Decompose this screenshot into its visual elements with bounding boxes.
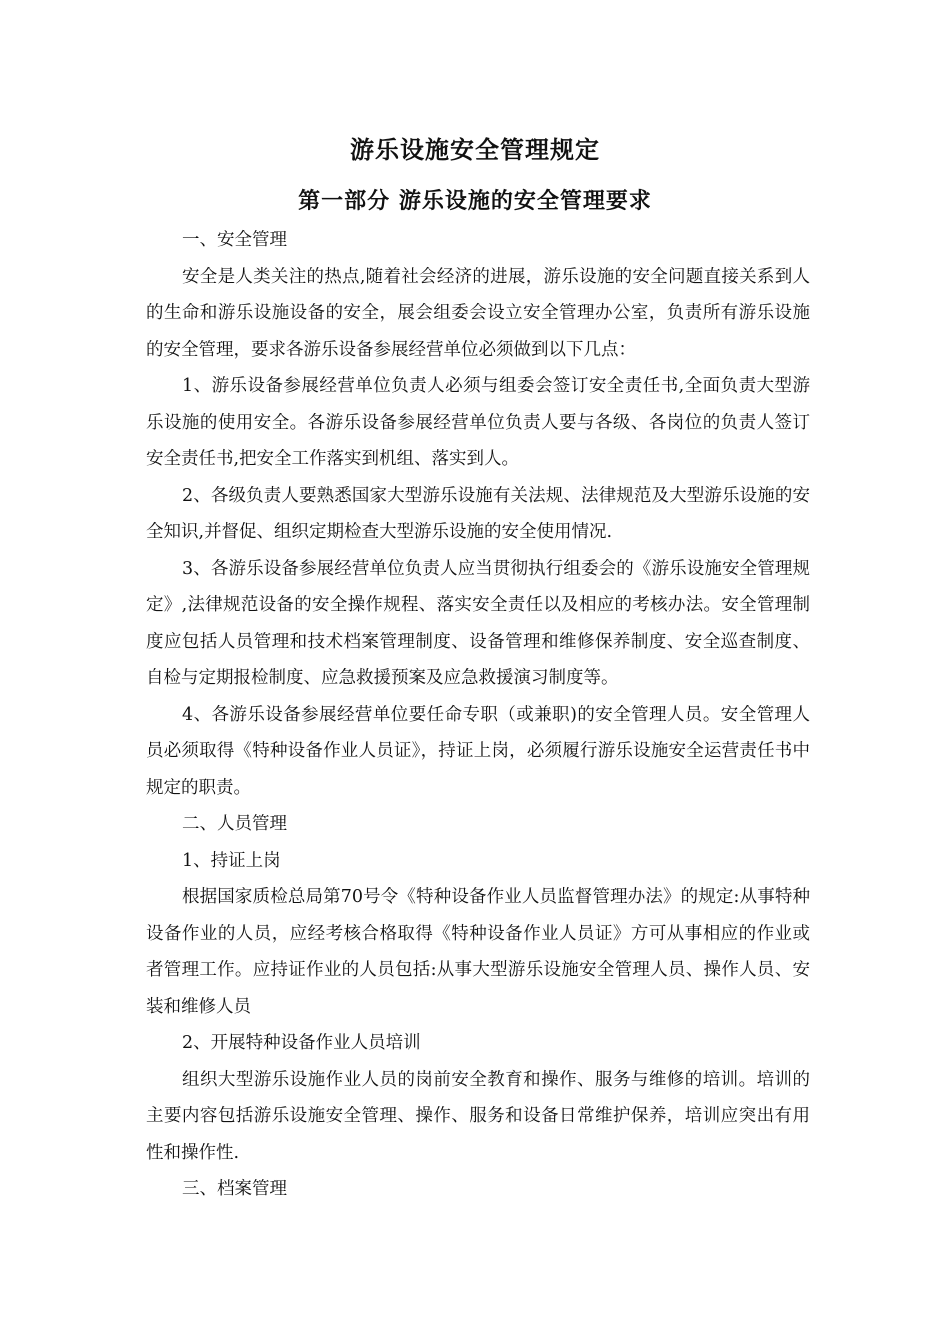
subheading-training: 2、开展特种设备作业人员培训 bbox=[182, 1033, 421, 1053]
paragraph-item-1: 1、游乐设备参展经营单位负责人必须与组委会签订安全责任书,全面负责大型游乐设施的使用安全。各游乐设备参展经营单位负责人要与各级、各岗位的负责人签订安全责任书,把安全工作落实到机组、落实到人。 bbox=[146, 376, 810, 469]
heading-archive-management: 三、档案管理 bbox=[182, 1179, 287, 1199]
heading-safety-management: 一、安全管理 bbox=[182, 230, 287, 250]
heading-personnel-management: 二、人员管理 bbox=[182, 814, 287, 834]
paragraph-intro: 安全是人类关注的热点,随着社会经济的进展，游乐设施的安全问题直接关系到人的生命和游乐设施设备的安全，展会组委会设立安全管理办公室，负责所有游乐设施的安全管理，要求各游乐设备参展经营单位必须做到以下几点： bbox=[146, 266, 810, 360]
paragraph-certification-rule: 根据国家质检总局第70号令《特种设备作业人员监督管理办法》的规定:从事特种设备作业的人员，应经考核合格取得《特种设备作业人员证》方可从事相应的作业或者管理工作。应持证作业的人员包括:从事大型游乐设施安全管理人员、操作人员、安装和维修人员 bbox=[146, 887, 810, 1017]
paragraph-item-4: 4、各游乐设备参展经营单位要任命专职（或兼职)的安全管理人员。安全管理人员必须取得《特种设备作业人员证》，持证上岗，必须履行游乐设施安全运营责任书中规定的职责。 bbox=[146, 704, 810, 798]
section-title: 第一部分 游乐设施的安全管理要求 bbox=[298, 189, 652, 214]
document-body bbox=[146, 222, 810, 1208]
paragraph-item-3: 3、各游乐设备参展经营单位负责人应当贯彻执行组委会的《游乐设施安全管理规定》,法律规范设备的安全操作规程、落实安全责任以及相应的考核办法。安全管理制度应包括人员管理和技术档案管理制度、设备管理和维修保养制度、安全巡查制度、自检与定期报检制度、应急救援预案及应急救援演习制度等。 bbox=[146, 558, 810, 688]
paragraph-training: 组织大型游乐设施作业人员的岗前安全教育和操作、服务与维修的培训。培训的主要内容包括游乐设施安全管理、操作、服务和设备日常维护保养，培训应突出有用性和操作性. bbox=[146, 1069, 810, 1163]
paragraph-item-2: 2、各级负责人要熟悉国家大型游乐设施有关法规、法律规范及大型游乐设施的安全知识,并督促、组织定期检查大型游乐设施的安全使用情况. bbox=[146, 485, 810, 542]
subheading-certified: 1、持证上岗 bbox=[182, 850, 281, 871]
page-title: 游乐设施安全管理规定 bbox=[350, 136, 600, 164]
